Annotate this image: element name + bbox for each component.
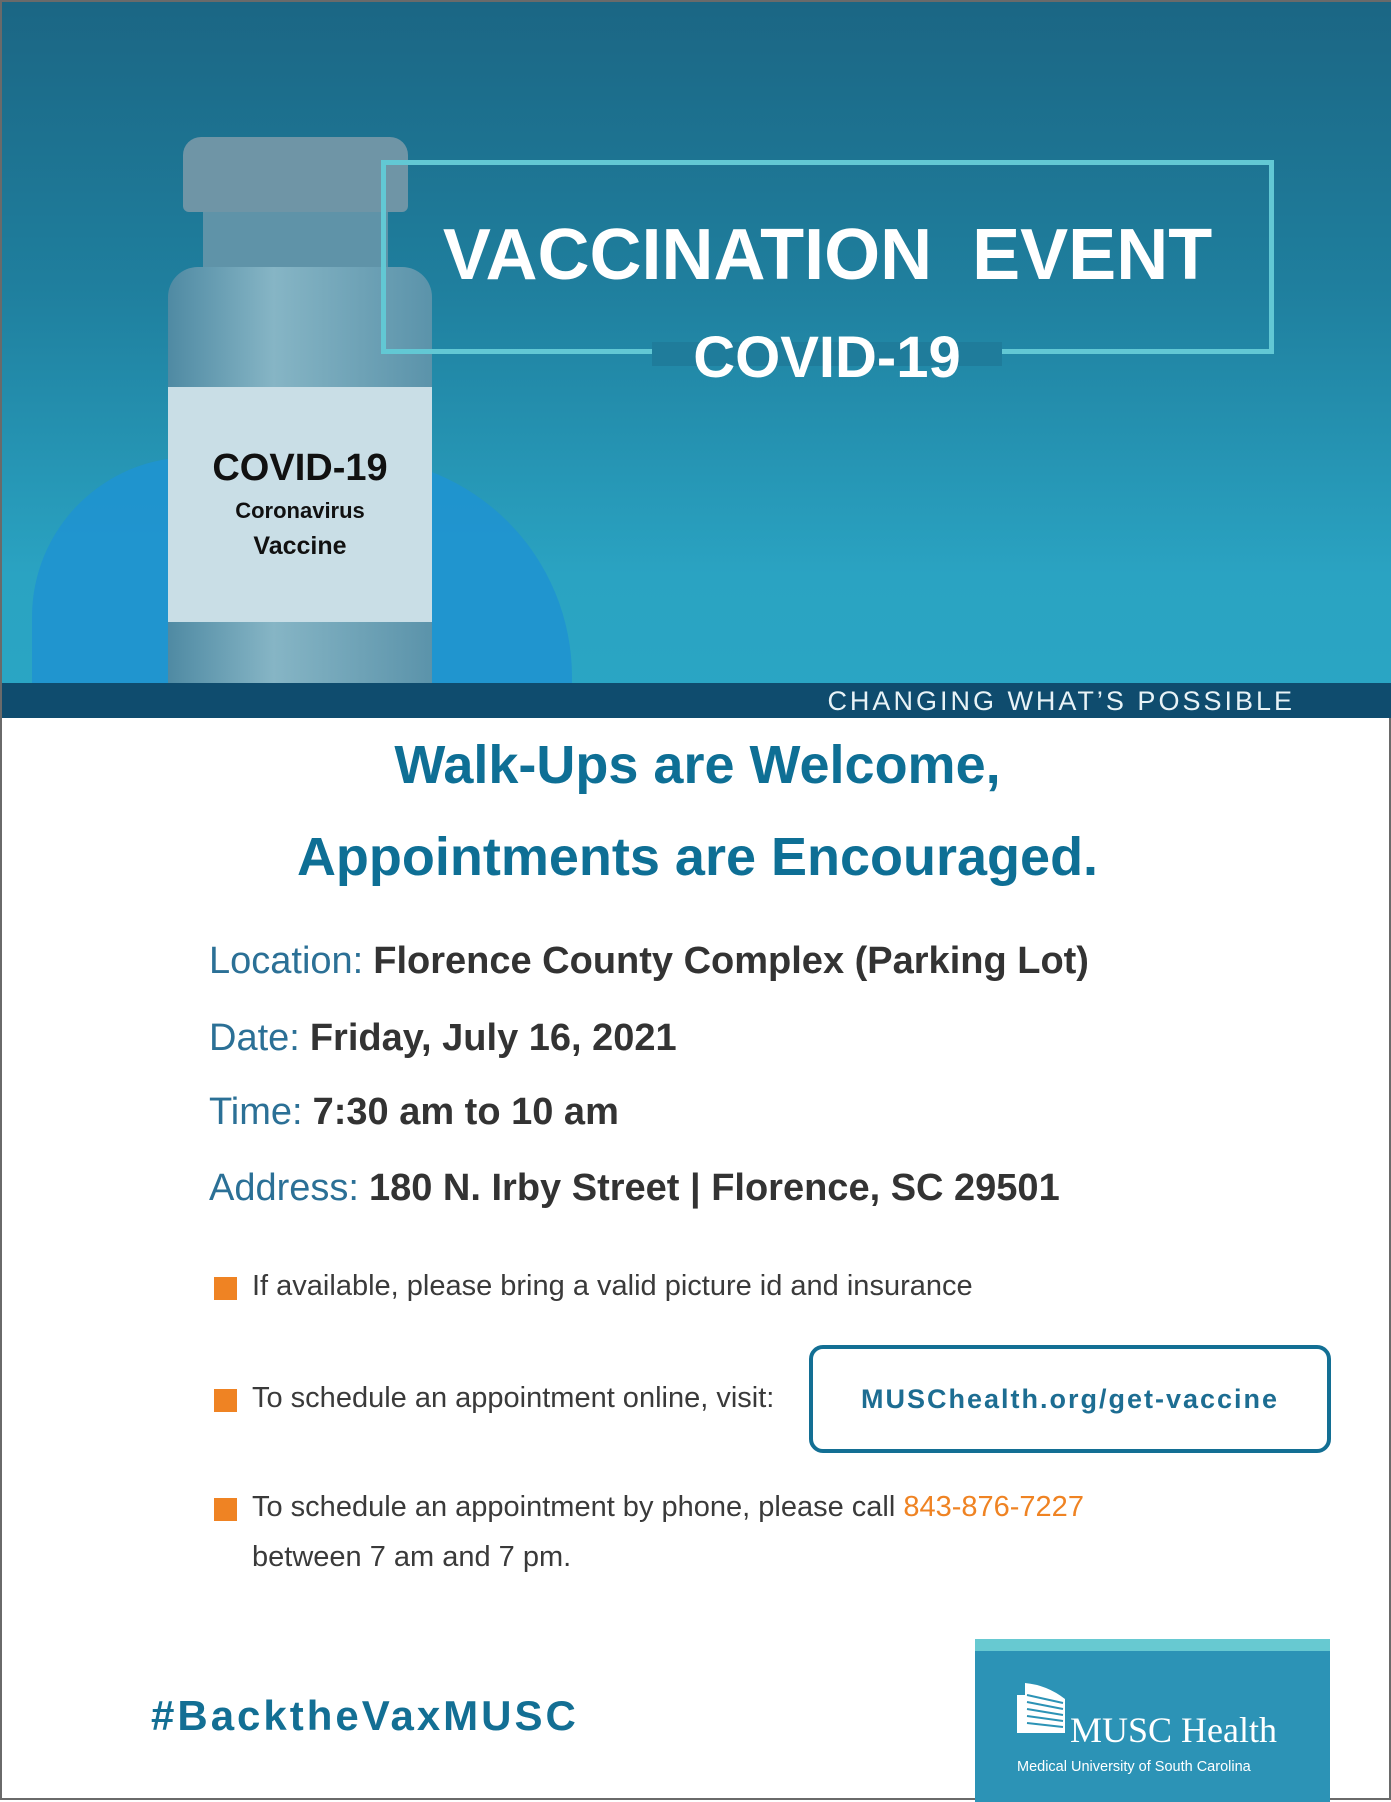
bullet-icon xyxy=(214,1277,237,1300)
address-label: Address: xyxy=(209,1167,359,1209)
headline-line-2: Appointments are Encouraged. xyxy=(296,827,1099,887)
bullet-icon xyxy=(214,1389,237,1412)
vial-label-line: Vaccine xyxy=(253,532,347,560)
hero-banner xyxy=(2,2,1391,718)
building-icon xyxy=(1017,1681,1067,1733)
time-value: 7:30 am to 10 am xyxy=(312,1091,619,1133)
online-note: To schedule an appointment online, visit: xyxy=(252,1382,775,1414)
event-subtitle: COVID-19 xyxy=(693,325,961,390)
location-value: Florence County Complex (Parking Lot) xyxy=(373,940,1089,982)
hashtag: #BacktheVaxMUSC xyxy=(151,1692,579,1739)
phone-note-text: To schedule an appointment by phone, please call xyxy=(252,1491,904,1523)
address-value: 180 N. Irby Street | Florence, SC 29501 xyxy=(368,1167,1060,1209)
address-row xyxy=(209,1167,1060,1210)
bullet-icon xyxy=(214,1498,237,1521)
vial-label-line: COVID-19 xyxy=(212,447,388,489)
location-label: Location: xyxy=(209,940,364,982)
tagline: CHANGING WHAT’S POSSIBLE xyxy=(827,686,1295,716)
time-row xyxy=(209,1091,619,1134)
logo-name: MUSC Health xyxy=(1070,1710,1277,1750)
id-note: If available, please bring a valid picture id and insurance xyxy=(252,1270,973,1302)
musc-health-logo xyxy=(975,1639,1330,1802)
date-label: Date: xyxy=(209,1017,300,1059)
phone-link[interactable]: 843-876-7227 xyxy=(903,1491,1084,1523)
headline-line-1: Walk-Ups are Welcome, xyxy=(394,735,1001,795)
event-title: VACCINATION EVENT xyxy=(442,215,1213,295)
phone-hours: between 7 am and 7 pm. xyxy=(252,1541,572,1573)
logo-subtitle: Medical University of South Carolina xyxy=(1017,1759,1251,1775)
location-row xyxy=(209,940,1089,983)
date-row xyxy=(209,1017,677,1060)
date-value: Friday, July 16, 2021 xyxy=(309,1017,677,1059)
phone-note xyxy=(252,1491,1084,1524)
vial-label xyxy=(168,387,432,622)
vial-label-line: Coronavirus xyxy=(235,498,365,523)
vaccine-url-link[interactable]: MUSChealth.org/get-vaccine xyxy=(809,1345,1331,1453)
time-label: Time: xyxy=(209,1091,303,1133)
